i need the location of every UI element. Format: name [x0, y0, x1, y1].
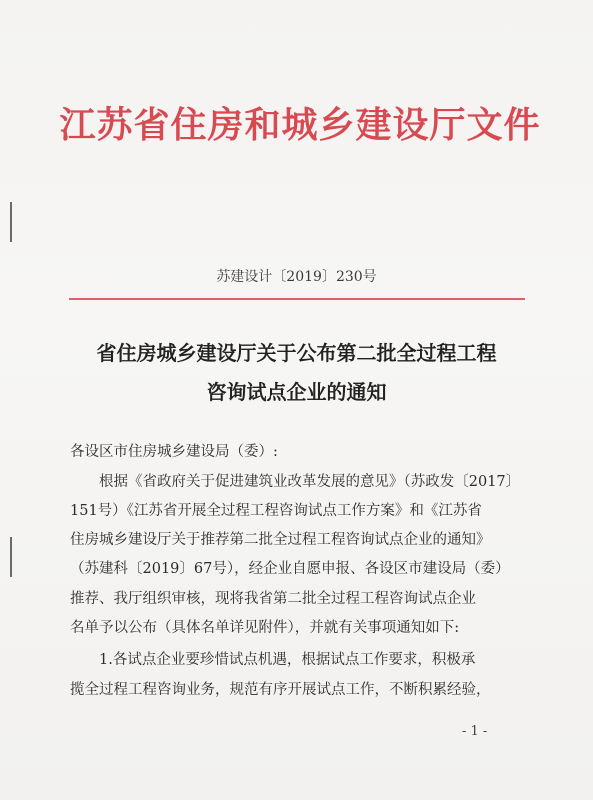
body-line-4: （苏建科〔2019〕67号），经企业自愿申报、各设区市建设局（委）	[70, 561, 510, 577]
body-line-5: 推荐、我厅组织审核，现将我省第二批全过程工程咨询试点企业	[70, 591, 476, 607]
document-number: 苏建设计〔2019〕230号	[216, 269, 377, 285]
issuer-header-title: 江苏省住房和城乡建设厅文件	[59, 105, 541, 146]
body-line-8: 揽全过程工程咨询业务，规范有序开展试点工作，不断积累经验，	[70, 682, 491, 698]
body-line-6: 名单予以公布（具体名单详见附件），并就有关事项通知如下:	[70, 620, 460, 636]
notice-title-line-1: 省住房城乡建设厅关于公布第二批全过程工程	[96, 341, 497, 365]
binding-mark-bottom	[10, 537, 12, 577]
notice-title-line-2: 咨询试点企业的通知	[206, 380, 387, 404]
body-line-2: 151号）《江苏省开展全过程工程咨询试点工作方案》和《江苏省	[70, 503, 482, 519]
body-line-3: 住房城乡建设厅关于推荐第二批全过程工程咨询试点企业的通知》	[70, 532, 491, 548]
body-line-1: 根据《省政府关于促进建筑业改革发展的意见》（苏政发〔2017〕	[99, 474, 521, 490]
red-separator-line	[69, 298, 525, 300]
body-line-7: 1.各试点企业要珍惜试点机遇，根据试点工作要求，积极承	[99, 652, 476, 668]
page-number: - 1 -	[462, 724, 488, 739]
salutation: 各设区市住房城乡建设局（委）:	[70, 444, 278, 460]
binding-mark-top	[10, 202, 12, 242]
